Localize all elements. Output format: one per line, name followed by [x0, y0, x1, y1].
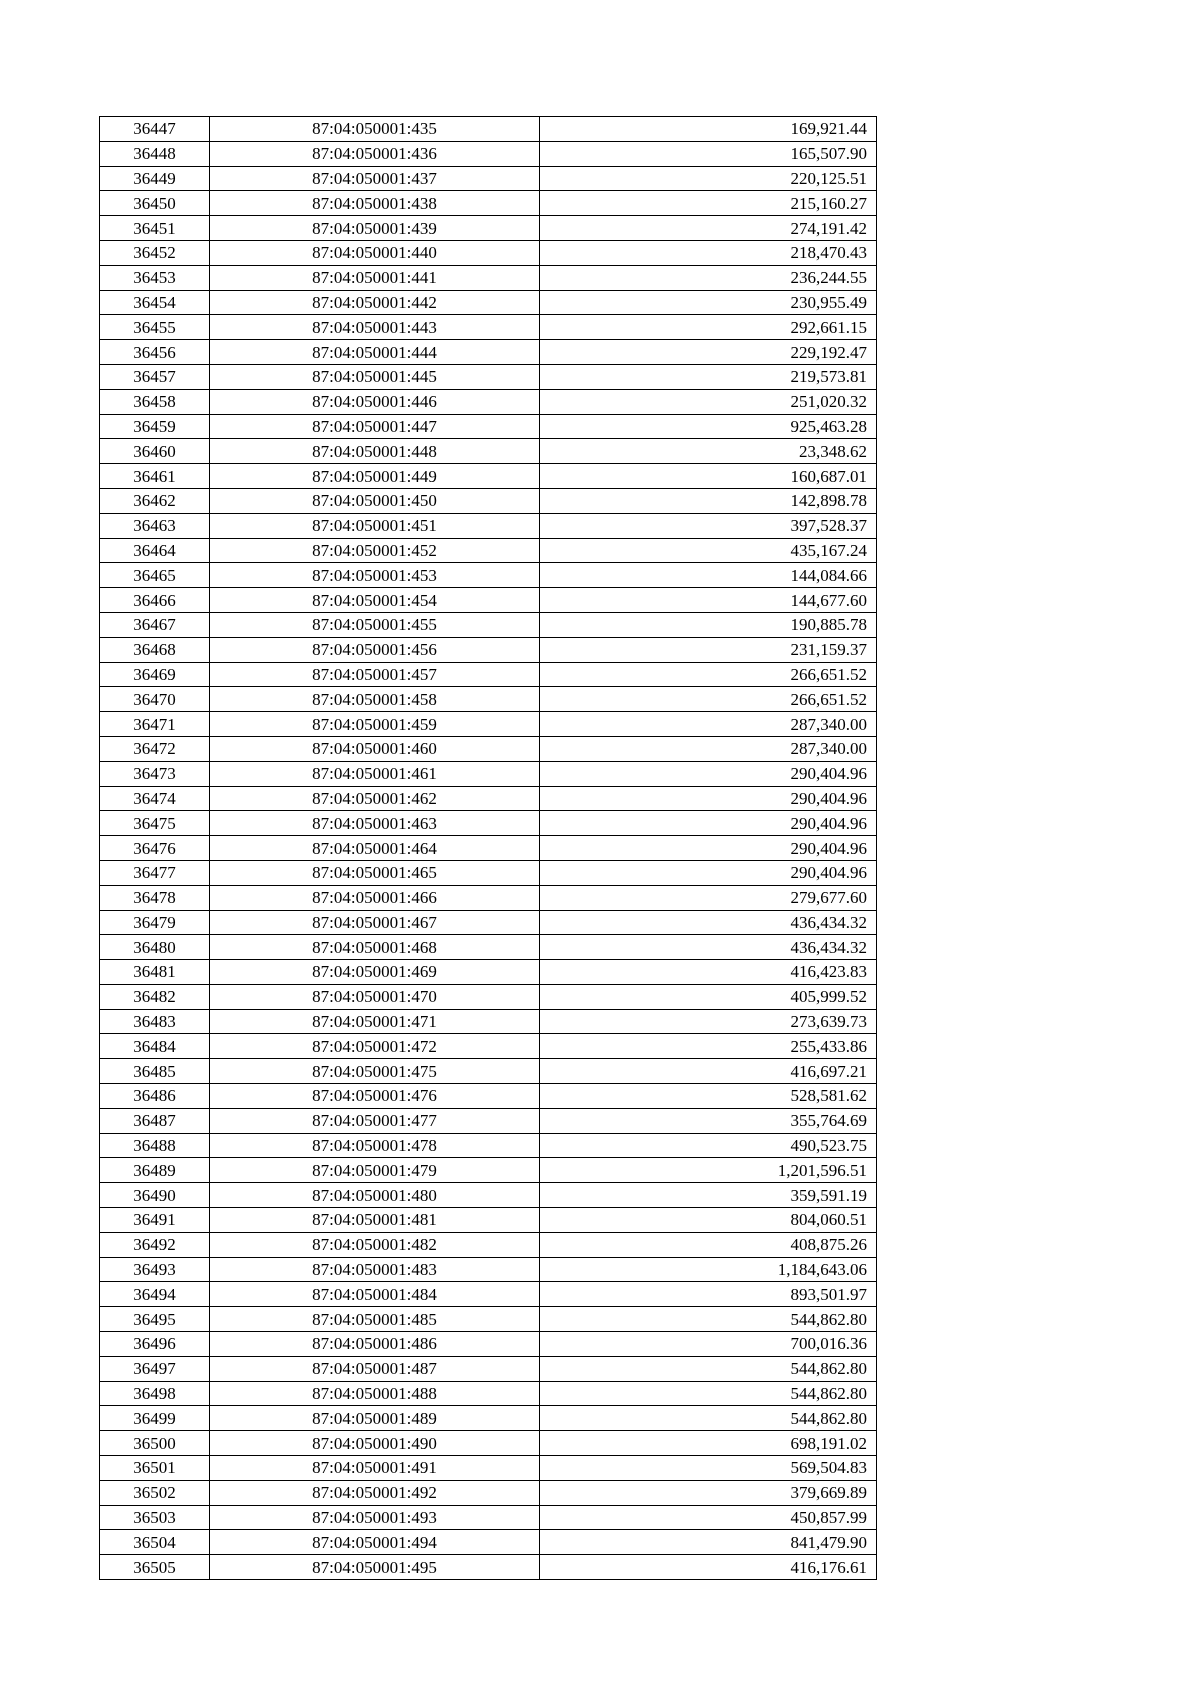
row-number-cell: 36500: [100, 1431, 210, 1456]
value-cell: 274,191.42: [540, 216, 877, 241]
table-row: [100, 141, 877, 166]
row-number-cell: 36476: [100, 836, 210, 861]
row-number-cell: 36460: [100, 439, 210, 464]
cadastral-number-cell: 87:04:050001:493: [210, 1505, 540, 1530]
table-row: [100, 265, 877, 290]
table-row: [100, 1505, 877, 1530]
row-number-cell: 36452: [100, 240, 210, 265]
row-number-cell: 36487: [100, 1108, 210, 1133]
table-row: [100, 712, 877, 737]
cadastral-number-cell: 87:04:050001:449: [210, 464, 540, 489]
value-cell: 408,875.26: [540, 1232, 877, 1257]
cadastral-number-cell: 87:04:050001:441: [210, 265, 540, 290]
value-cell: 544,862.80: [540, 1381, 877, 1406]
table-row: [100, 662, 877, 687]
row-number-cell: 36488: [100, 1133, 210, 1158]
cadastral-number-cell: 87:04:050001:448: [210, 439, 540, 464]
cadastral-number-cell: 87:04:050001:471: [210, 1009, 540, 1034]
table-row: [100, 935, 877, 960]
table-row: [100, 240, 877, 265]
cadastral-number-cell: 87:04:050001:490: [210, 1431, 540, 1456]
table-row: [100, 315, 877, 340]
row-number-cell: 36461: [100, 464, 210, 489]
cadastral-number-cell: 87:04:050001:457: [210, 662, 540, 687]
table-row: [100, 364, 877, 389]
value-cell: 544,862.80: [540, 1356, 877, 1381]
row-number-cell: 36495: [100, 1307, 210, 1332]
cadastral-number-cell: 87:04:050001:459: [210, 712, 540, 737]
table-row: [100, 1158, 877, 1183]
table-row: [100, 340, 877, 365]
value-cell: 528,581.62: [540, 1084, 877, 1109]
value-cell: 230,955.49: [540, 290, 877, 315]
cadastral-number-cell: 87:04:050001:437: [210, 166, 540, 191]
table-row: [100, 1307, 877, 1332]
table-row: [100, 860, 877, 885]
value-cell: 804,060.51: [540, 1208, 877, 1233]
value-cell: 290,404.96: [540, 761, 877, 786]
row-number-cell: 36470: [100, 687, 210, 712]
table-row: [100, 290, 877, 315]
table-row: [100, 1208, 877, 1233]
value-cell: 190,885.78: [540, 612, 877, 637]
row-number-cell: 36464: [100, 538, 210, 563]
cadastral-number-cell: 87:04:050001:492: [210, 1480, 540, 1505]
table-row: [100, 1356, 877, 1381]
row-number-cell: 36491: [100, 1208, 210, 1233]
value-cell: 841,479.90: [540, 1530, 877, 1555]
table-row: [100, 1232, 877, 1257]
cadastral-number-cell: 87:04:050001:446: [210, 389, 540, 414]
cadastral-number-cell: 87:04:050001:472: [210, 1034, 540, 1059]
value-cell: 144,677.60: [540, 588, 877, 613]
row-number-cell: 36472: [100, 736, 210, 761]
table-row: [100, 1009, 877, 1034]
value-cell: 355,764.69: [540, 1108, 877, 1133]
cadastral-number-cell: 87:04:050001:482: [210, 1232, 540, 1257]
cadastral-number-cell: 87:04:050001:456: [210, 637, 540, 662]
row-number-cell: 36474: [100, 786, 210, 811]
cadastral-number-cell: 87:04:050001:445: [210, 364, 540, 389]
value-cell: 169,921.44: [540, 117, 877, 142]
row-number-cell: 36463: [100, 513, 210, 538]
row-number-cell: 36468: [100, 637, 210, 662]
row-number-cell: 36502: [100, 1480, 210, 1505]
value-cell: 698,191.02: [540, 1431, 877, 1456]
row-number-cell: 36447: [100, 117, 210, 142]
table-row: [100, 464, 877, 489]
value-cell: 290,404.96: [540, 786, 877, 811]
cadastral-number-cell: 87:04:050001:484: [210, 1282, 540, 1307]
table-row: [100, 1381, 877, 1406]
cadastral-number-cell: 87:04:050001:468: [210, 935, 540, 960]
table-row: [100, 1480, 877, 1505]
table-row: [100, 1059, 877, 1084]
cadastral-number-cell: 87:04:050001:463: [210, 811, 540, 836]
table-row: [100, 1034, 877, 1059]
table-row: [100, 1406, 877, 1431]
cadastral-number-cell: 87:04:050001:478: [210, 1133, 540, 1158]
value-cell: 144,084.66: [540, 563, 877, 588]
row-number-cell: 36480: [100, 935, 210, 960]
value-cell: 279,677.60: [540, 885, 877, 910]
row-number-cell: 36458: [100, 389, 210, 414]
value-cell: 219,573.81: [540, 364, 877, 389]
cadastral-number-cell: 87:04:050001:486: [210, 1332, 540, 1357]
table-row: [100, 488, 877, 513]
value-cell: 231,159.37: [540, 637, 877, 662]
row-number-cell: 36451: [100, 216, 210, 241]
cadastral-number-cell: 87:04:050001:447: [210, 414, 540, 439]
table-row: [100, 960, 877, 985]
value-cell: 416,176.61: [540, 1555, 877, 1580]
row-number-cell: 36478: [100, 885, 210, 910]
table-row: [100, 1555, 877, 1580]
value-cell: 236,244.55: [540, 265, 877, 290]
cadastral-number-cell: 87:04:050001:436: [210, 141, 540, 166]
table-row: [100, 513, 877, 538]
value-cell: 160,687.01: [540, 464, 877, 489]
row-number-cell: 36455: [100, 315, 210, 340]
row-number-cell: 36483: [100, 1009, 210, 1034]
cadastral-number-cell: 87:04:050001:467: [210, 910, 540, 935]
table-row: [100, 588, 877, 613]
value-cell: 379,669.89: [540, 1480, 877, 1505]
table-row: [100, 761, 877, 786]
table-row: [100, 117, 877, 142]
cadastral-number-cell: 87:04:050001:491: [210, 1456, 540, 1481]
cadastral-number-cell: 87:04:050001:461: [210, 761, 540, 786]
table-row: [100, 885, 877, 910]
table-row: [100, 216, 877, 241]
row-number-cell: 36497: [100, 1356, 210, 1381]
cadastral-number-cell: 87:04:050001:479: [210, 1158, 540, 1183]
table-row: [100, 1530, 877, 1555]
row-number-cell: 36479: [100, 910, 210, 935]
cadastral-number-cell: 87:04:050001:483: [210, 1257, 540, 1282]
value-cell: 436,434.32: [540, 910, 877, 935]
cadastral-number-cell: 87:04:050001:460: [210, 736, 540, 761]
row-number-cell: 36473: [100, 761, 210, 786]
row-number-cell: 36477: [100, 860, 210, 885]
value-cell: 229,192.47: [540, 340, 877, 365]
cadastral-number-cell: 87:04:050001:485: [210, 1307, 540, 1332]
row-number-cell: 36492: [100, 1232, 210, 1257]
row-number-cell: 36459: [100, 414, 210, 439]
table-row: [100, 389, 877, 414]
cadastral-number-cell: 87:04:050001:494: [210, 1530, 540, 1555]
value-cell: 700,016.36: [540, 1332, 877, 1357]
row-number-cell: 36471: [100, 712, 210, 737]
cadastral-number-cell: 87:04:050001:476: [210, 1084, 540, 1109]
table-row: [100, 1332, 877, 1357]
cadastral-number-cell: 87:04:050001:480: [210, 1183, 540, 1208]
table-row: [100, 736, 877, 761]
table-row: [100, 612, 877, 637]
cadastral-number-cell: 87:04:050001:453: [210, 563, 540, 588]
value-cell: 23,348.62: [540, 439, 877, 464]
cadastral-number-cell: 87:04:050001:475: [210, 1059, 540, 1084]
value-cell: 893,501.97: [540, 1282, 877, 1307]
value-cell: 251,020.32: [540, 389, 877, 414]
value-cell: 266,651.52: [540, 687, 877, 712]
row-number-cell: 36450: [100, 191, 210, 216]
row-number-cell: 36498: [100, 1381, 210, 1406]
value-cell: 287,340.00: [540, 736, 877, 761]
row-number-cell: 36503: [100, 1505, 210, 1530]
table-row: [100, 1183, 877, 1208]
value-cell: 436,434.32: [540, 935, 877, 960]
cadastral-number-cell: 87:04:050001:465: [210, 860, 540, 885]
value-cell: 290,404.96: [540, 836, 877, 861]
row-number-cell: 36493: [100, 1257, 210, 1282]
table-row: [100, 538, 877, 563]
row-number-cell: 36489: [100, 1158, 210, 1183]
value-cell: 292,661.15: [540, 315, 877, 340]
row-number-cell: 36494: [100, 1282, 210, 1307]
row-number-cell: 36482: [100, 984, 210, 1009]
cadastral-number-cell: 87:04:050001:435: [210, 117, 540, 142]
cadastral-number-cell: 87:04:050001:440: [210, 240, 540, 265]
row-number-cell: 36466: [100, 588, 210, 613]
row-number-cell: 36490: [100, 1183, 210, 1208]
value-cell: 273,639.73: [540, 1009, 877, 1034]
cadastral-number-cell: 87:04:050001:439: [210, 216, 540, 241]
value-cell: 287,340.00: [540, 712, 877, 737]
cadastral-number-cell: 87:04:050001:481: [210, 1208, 540, 1233]
cadastral-number-cell: 87:04:050001:487: [210, 1356, 540, 1381]
value-cell: 416,697.21: [540, 1059, 877, 1084]
table-row: [100, 811, 877, 836]
cadastral-number-cell: 87:04:050001:452: [210, 538, 540, 563]
table-row: [100, 191, 877, 216]
row-number-cell: 36465: [100, 563, 210, 588]
cadastral-number-cell: 87:04:050001:495: [210, 1555, 540, 1580]
row-number-cell: 36457: [100, 364, 210, 389]
row-number-cell: 36475: [100, 811, 210, 836]
row-number-cell: 36448: [100, 141, 210, 166]
table-row: [100, 786, 877, 811]
value-cell: 416,423.83: [540, 960, 877, 985]
table-row: [100, 1456, 877, 1481]
row-number-cell: 36504: [100, 1530, 210, 1555]
table-body: [100, 117, 877, 1580]
cadastral-number-cell: 87:04:050001:451: [210, 513, 540, 538]
cadastral-number-cell: 87:04:050001:470: [210, 984, 540, 1009]
table-row: [100, 1133, 877, 1158]
value-cell: 544,862.80: [540, 1406, 877, 1431]
table-row: [100, 637, 877, 662]
value-cell: 215,160.27: [540, 191, 877, 216]
cadastral-number-cell: 87:04:050001:458: [210, 687, 540, 712]
value-cell: 1,201,596.51: [540, 1158, 877, 1183]
row-number-cell: 36484: [100, 1034, 210, 1059]
cadastral-number-cell: 87:04:050001:462: [210, 786, 540, 811]
value-cell: 359,591.19: [540, 1183, 877, 1208]
value-cell: 218,470.43: [540, 240, 877, 265]
cadastral-value-table: [99, 116, 877, 1580]
row-number-cell: 36501: [100, 1456, 210, 1481]
row-number-cell: 36499: [100, 1406, 210, 1431]
cadastral-number-cell: 87:04:050001:438: [210, 191, 540, 216]
table-row: [100, 1431, 877, 1456]
cadastral-number-cell: 87:04:050001:469: [210, 960, 540, 985]
cadastral-number-cell: 87:04:050001:455: [210, 612, 540, 637]
value-cell: 925,463.28: [540, 414, 877, 439]
cadastral-number-cell: 87:04:050001:489: [210, 1406, 540, 1431]
row-number-cell: 36486: [100, 1084, 210, 1109]
value-cell: 266,651.52: [540, 662, 877, 687]
row-number-cell: 36449: [100, 166, 210, 191]
table-row: [100, 439, 877, 464]
row-number-cell: 36481: [100, 960, 210, 985]
value-cell: 544,862.80: [540, 1307, 877, 1332]
cadastral-number-cell: 87:04:050001:444: [210, 340, 540, 365]
value-cell: 142,898.78: [540, 488, 877, 513]
value-cell: 450,857.99: [540, 1505, 877, 1530]
table-row: [100, 414, 877, 439]
value-cell: 405,999.52: [540, 984, 877, 1009]
row-number-cell: 36467: [100, 612, 210, 637]
table-row: [100, 166, 877, 191]
cadastral-number-cell: 87:04:050001:443: [210, 315, 540, 340]
row-number-cell: 36453: [100, 265, 210, 290]
value-cell: 220,125.51: [540, 166, 877, 191]
cadastral-number-cell: 87:04:050001:442: [210, 290, 540, 315]
table-row: [100, 1084, 877, 1109]
table-row: [100, 984, 877, 1009]
table-row: [100, 836, 877, 861]
value-cell: 255,433.86: [540, 1034, 877, 1059]
cadastral-number-cell: 87:04:050001:466: [210, 885, 540, 910]
value-cell: 435,167.24: [540, 538, 877, 563]
row-number-cell: 36505: [100, 1555, 210, 1580]
cadastral-number-cell: 87:04:050001:477: [210, 1108, 540, 1133]
value-cell: 165,507.90: [540, 141, 877, 166]
row-number-cell: 36485: [100, 1059, 210, 1084]
value-cell: 490,523.75: [540, 1133, 877, 1158]
value-cell: 1,184,643.06: [540, 1257, 877, 1282]
cadastral-number-cell: 87:04:050001:454: [210, 588, 540, 613]
cadastral-number-cell: 87:04:050001:450: [210, 488, 540, 513]
value-cell: 290,404.96: [540, 811, 877, 836]
table-row: [100, 1257, 877, 1282]
row-number-cell: 36454: [100, 290, 210, 315]
table-row: [100, 563, 877, 588]
table-row: [100, 910, 877, 935]
row-number-cell: 36469: [100, 662, 210, 687]
value-cell: 397,528.37: [540, 513, 877, 538]
cadastral-number-cell: 87:04:050001:488: [210, 1381, 540, 1406]
table-row: [100, 687, 877, 712]
cadastral-number-cell: 87:04:050001:464: [210, 836, 540, 861]
row-number-cell: 36456: [100, 340, 210, 365]
table-row: [100, 1108, 877, 1133]
table-row: [100, 1282, 877, 1307]
value-cell: 290,404.96: [540, 860, 877, 885]
row-number-cell: 36496: [100, 1332, 210, 1357]
row-number-cell: 36462: [100, 488, 210, 513]
value-cell: 569,504.83: [540, 1456, 877, 1481]
